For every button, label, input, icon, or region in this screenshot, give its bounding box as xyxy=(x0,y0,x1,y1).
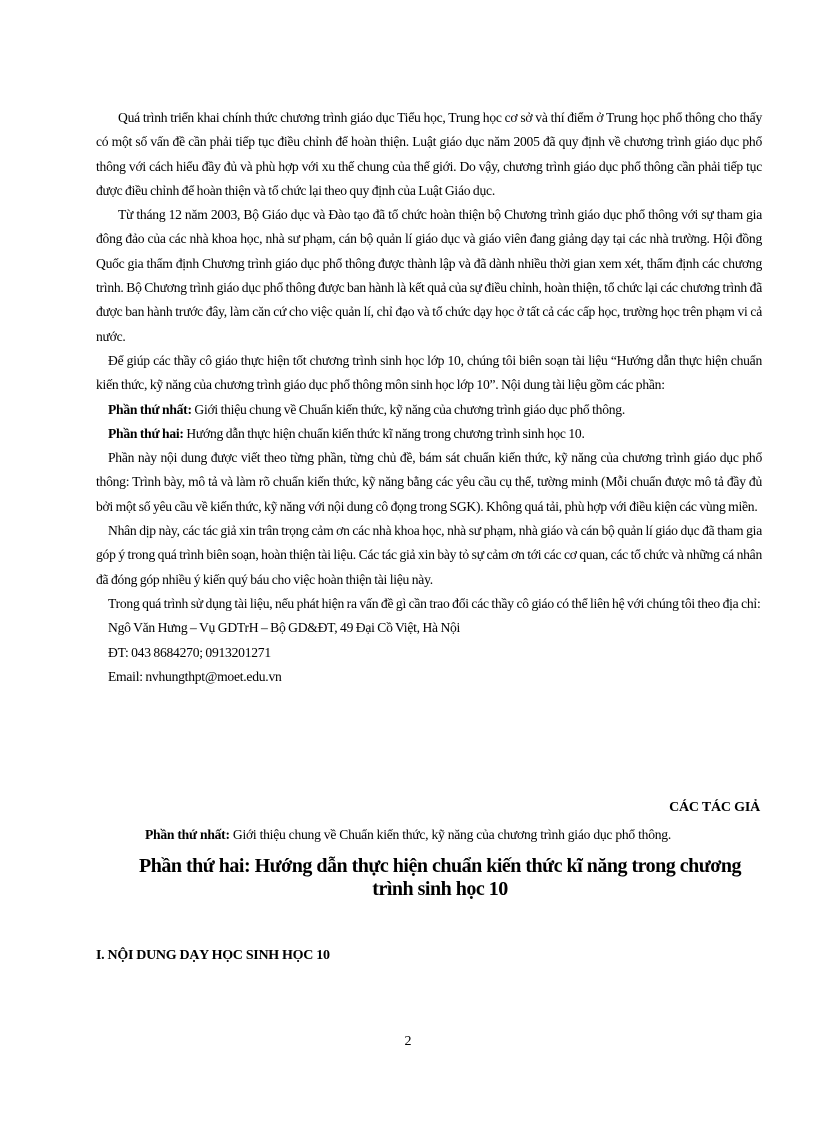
paragraph-thanks: Nhân dịp này, các tác giả xin trân trọng cảm ơn các nhà khoa học, nhà sư phạm, nhà giáo và cán bộ quản lí giáo dục đã tham gia góp ý trong quá trình biên soạn, hoàn thiện tài liệu. Các tác giả xin bày tỏ sự cảm ơn tới các cơ quan, các tổ chức và những cá nhân đã đóng góp nhiều ý kiến quý báu cho việc hoàn thiện tài liệu này. xyxy=(96,523,762,587)
paragraph-history: Từ tháng 12 năm 2003, Bộ Giáo dục và Đào tạo đã tổ chức hoàn thiện bộ Chương trình giáo dục phổ thông với sự tham gia đông đảo của các nhà khoa học, nhà sư phạm, cán bộ quản lí giáo dục và giáo viên đang giảng dạy tại các nhà trường. Hội đồng Quốc gia thẩm định Chương trình giáo dục phổ thông được thành lập và đã dành nhiều thời gian xem xét, thẩm định các chương trình. Bộ Chương trình giáo dục phổ thông được ban hành là kết quả của sự điều chỉnh, hoàn thiện, tổ chức lại các chương trình đã được ban hành trước đây, làm căn cứ cho việc quản lí, chỉ đạo và tổ chức dạy học ở tất cả các cấp học, trường học trên phạm vi cả nước. xyxy=(96,207,762,344)
part2-title: Phần thứ hai: Hướng dẫn thực hiện chuẩn kiến thức kĩ năng trong chương trình sinh học 10 xyxy=(139,855,741,900)
contact-email: Email: nvhungthpt@moet.edu.vn xyxy=(108,668,282,684)
body-text xyxy=(96,106,762,689)
part2-text: Hướng dẫn thực hiện chuẩn kiến thức kĩ năng trong chương trình sinh học 10. xyxy=(183,425,585,441)
part1-item xyxy=(96,398,762,422)
contact-address: Ngô Văn Hưng – Vụ GDTrH – Bộ GD&ĐT, 49 Đại Cồ Việt, Hà Nội xyxy=(108,620,461,636)
part2-label: Phần thứ hai: xyxy=(108,425,184,441)
section-heading: I. NỘI DUNG DẠY HỌC SINH HỌC 10 xyxy=(96,948,330,963)
authors-signature: CÁC TÁC GIẢ xyxy=(669,800,760,815)
part1-heading-label: Phần thứ nhất: xyxy=(145,827,230,842)
part2-item xyxy=(96,422,762,446)
part1-heading xyxy=(0,827,816,843)
part1-label: Phần thứ nhất: xyxy=(108,401,192,417)
part1-text: Giới thiệu chung về Chuẩn kiến thức, kỹ năng của chương trình giáo dục phổ thông. xyxy=(191,401,625,417)
part1-heading-text: Giới thiệu chung về Chuẩn kiến thức, kỹ năng của chương trình giáo dục phổ thông. xyxy=(229,827,671,842)
page-number: 2 xyxy=(404,1034,412,1049)
paragraph-content: Phần này nội dung được viết theo từng phần, từng chủ đề, bám sát chuẩn kiến thức, kỹ năng của chương trình giáo dục phổ thông: Trình bày, mô tả và làm rõ chuẩn kiến thức, kỹ năng bằng các yêu cầu cụ thể, tường minh (Mỗi chuẩn được mô tả đầy đủ bởi một số yêu cầu về kiến thức, kỹ năng với nội dung cô đọng trong SGK). Không quá tải, phù hợp với điều kiện các vùng miền. xyxy=(96,450,762,514)
paragraph-intro: Quá trình triển khai chính thức chương trình giáo dục Tiểu học, Trung học cơ sở và thí điểm ở Trung học phổ thông cho thấy có một số vấn đề cần phải tiếp tục điều chỉnh để hoàn thiện. Luật giáo dục năm 2005 đã quy định về chương trình giáo dục phổ thông với cách hiểu đầy đủ và phù hợp với xu thế chung của thế giới. Do vậy, chương trình giáo dục phổ thông cần phải tiếp tục được điều chỉnh để hoàn thiện và tổ chức lại theo quy định của Luật Giáo dục. xyxy=(96,110,762,198)
paragraph-contact-intro: Trong quá trình sử dụng tài liệu, nếu phát hiện ra vấn đề gì cần trao đổi các thầy cô giáo có thể liên hệ với chúng tôi theo địa chỉ: xyxy=(108,595,761,611)
contact-phone: ĐT: 043 8684270; 0913201271 xyxy=(108,644,271,660)
paragraph-purpose: Để giúp các thầy cô giáo thực hiện tốt chương trình sinh học lớp 10, chúng tôi biên soạn tài liệu “Hướng dẫn thực hiện chuẩn kiến thức, kỹ năng của chương trình giáo dục phổ thông môn sinh học lớp 10”. Nội dung tài liệu gồm các phần: xyxy=(96,352,762,393)
